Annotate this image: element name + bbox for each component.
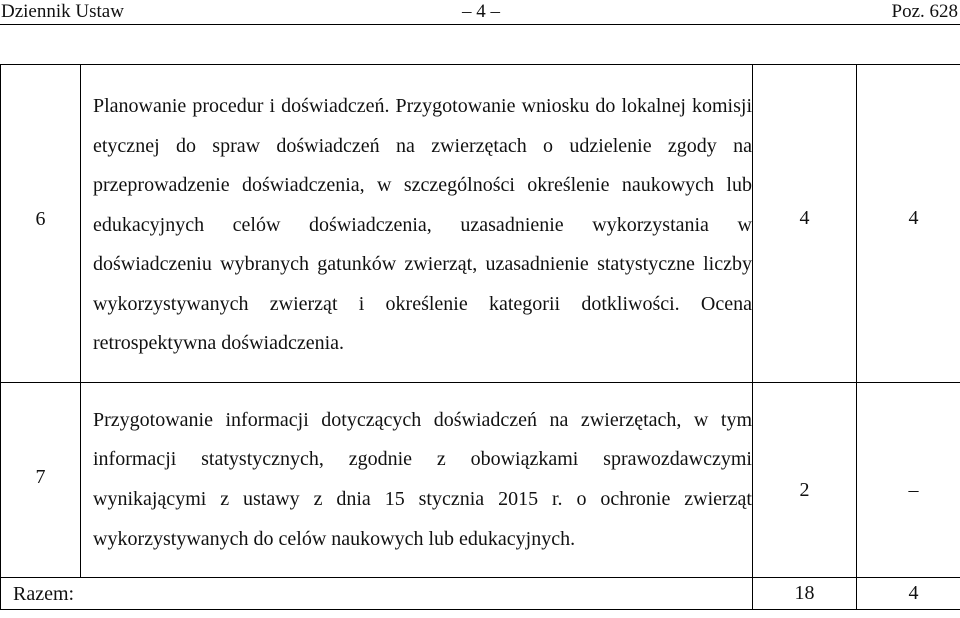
total-row xyxy=(1,578,960,610)
training-hours-table xyxy=(0,64,960,610)
hours-a-value: 4 xyxy=(799,207,810,229)
total-hours-a: 18 xyxy=(753,578,857,610)
header-rule xyxy=(0,24,960,25)
hours-a-value: 2 xyxy=(799,478,810,501)
page-header xyxy=(0,0,960,26)
position-number: Poz. 628 xyxy=(891,1,958,22)
table-row xyxy=(1,65,960,383)
hours-b-value: 4 xyxy=(908,207,919,229)
hours-a-cell xyxy=(753,65,857,383)
hours-b-cell xyxy=(857,383,960,578)
row-description: Przygotowanie informacji dotyczących doświadczeń na zwierzętach, w tym informacji statystycznych, zgodnie z obowiązkami sprawozdawczymi wynikającymi z ustawy z dnia 15 stycznia 2015 r. o ochronie zwierząt wykorzystywanych do celów naukowych lub edukacyjnych. xyxy=(81,383,753,578)
row-number-cell xyxy=(1,383,81,578)
page-number: – 4 – xyxy=(462,1,500,22)
total-label: Razem: xyxy=(1,578,753,610)
hours-b-value: – xyxy=(908,478,919,501)
table-row xyxy=(1,383,960,578)
row-number-cell xyxy=(1,65,81,383)
publication-title: Dziennik Ustaw xyxy=(1,1,124,22)
hours-b-cell xyxy=(857,65,960,383)
row-description: Planowanie procedur i doświadczeń. Przygotowanie wniosku do lokalnej komisji etycznej do spraw doświadczeń na zwierzętach o udzielenie zgody na przeprowadzenie doświadczenia, w szczególności określenie naukowych lub edukacyjnych celów doświadczenia, uzasadnienie wykorzystania w doświadczeniu wybranych gatunków zwierząt, uzasadnienie statystyczne liczby wykorzystywanych zwierząt i określenie kategorii dotkliwości. Ocena retrospektywna doświadczenia. xyxy=(81,65,753,383)
total-hours-b: 4 xyxy=(857,578,960,610)
row-number: 6 xyxy=(35,208,46,230)
row-number: 7 xyxy=(35,465,46,488)
hours-a-cell xyxy=(753,383,857,578)
